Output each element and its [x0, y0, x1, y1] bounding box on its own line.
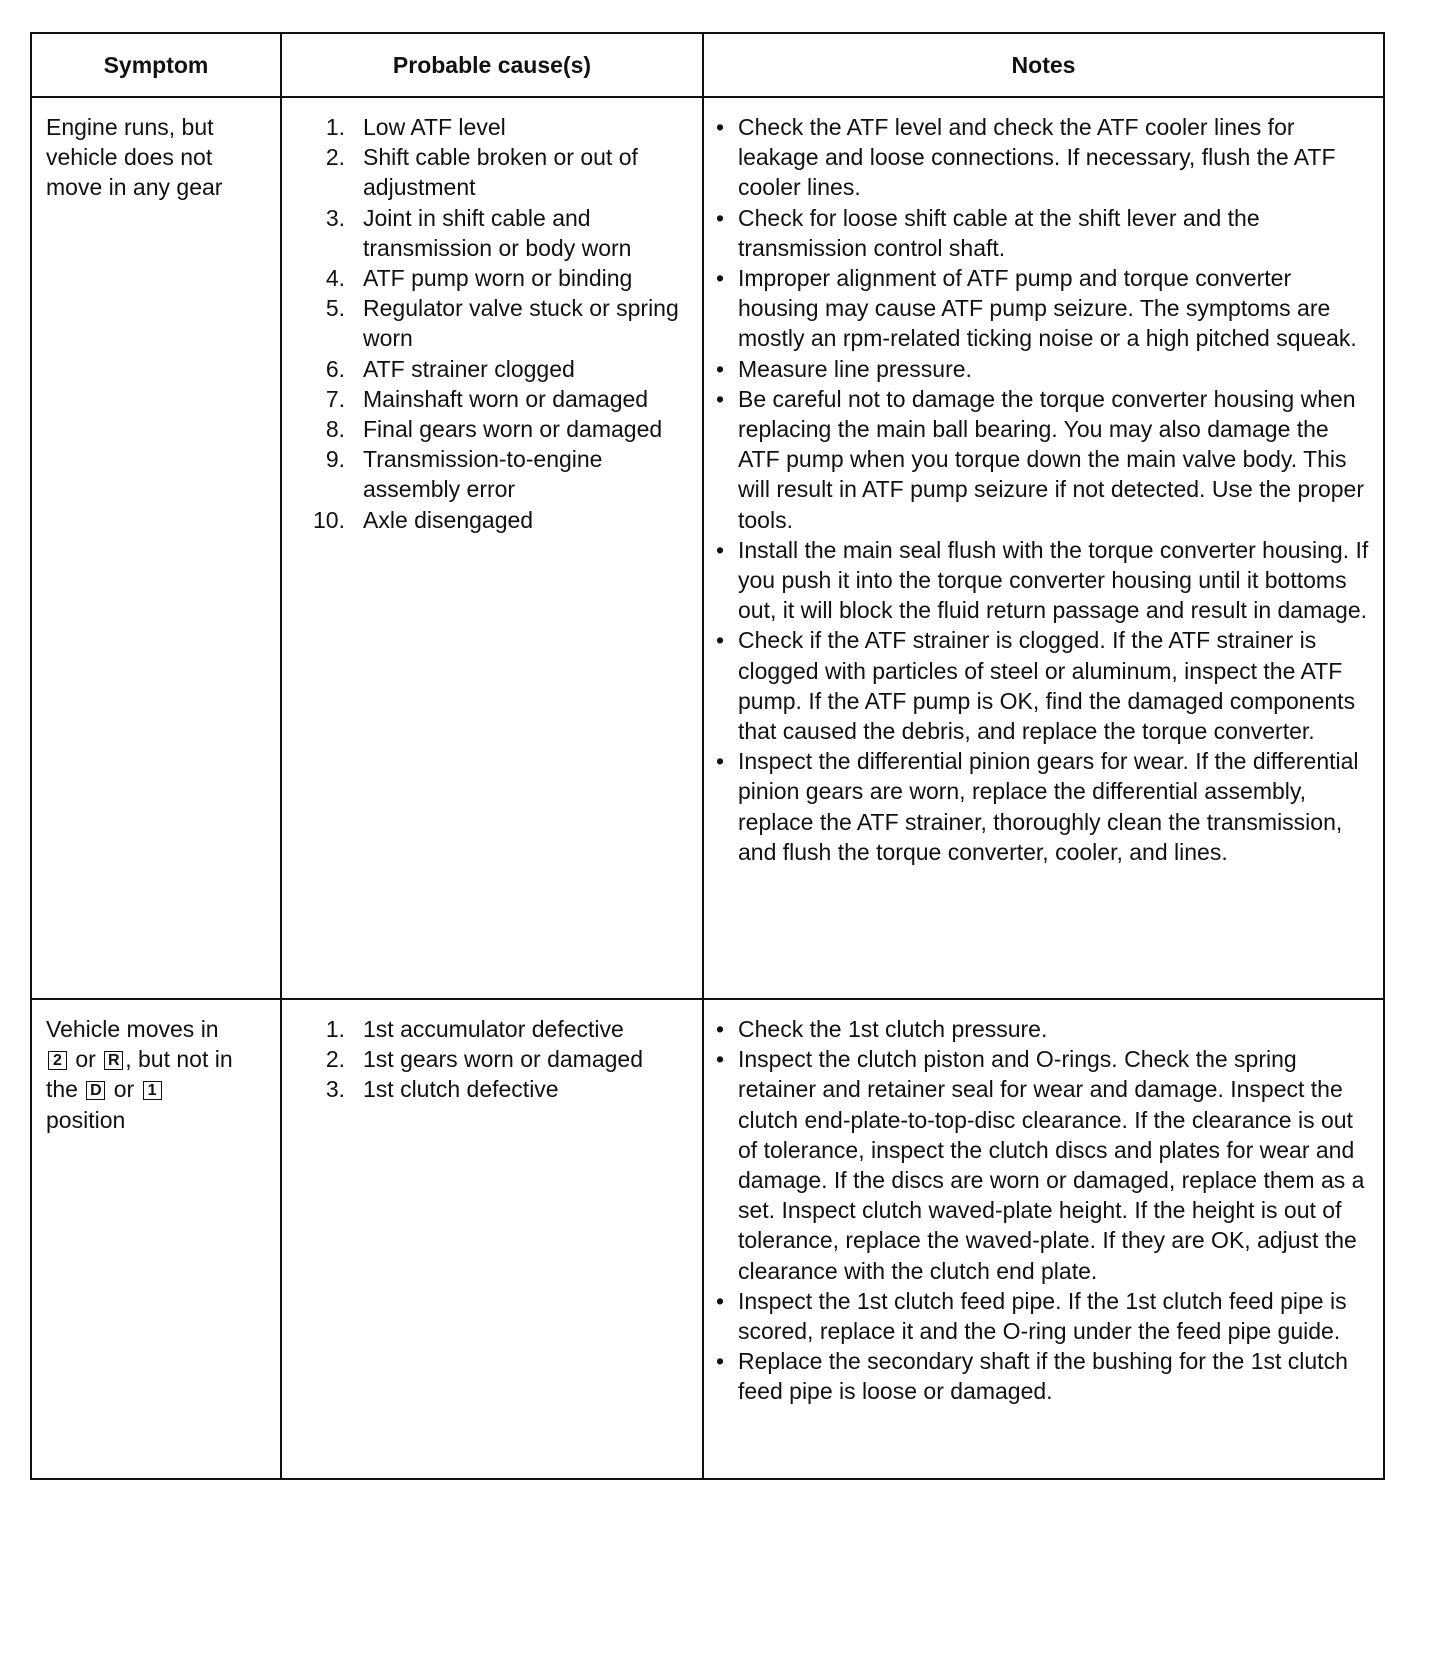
bullet-icon: •: [716, 1016, 725, 1042]
header-notes: Notes: [703, 33, 1384, 97]
bullet-icon: •: [716, 536, 725, 563]
notes-list: [704, 1000, 1383, 1421]
list-item: • Inspect the 1st clutch feed pipe. If the 1st clutch feed pipe is scored, replace it and the O-ring under the feed pipe guide.: [716, 1286, 1375, 1346]
list-item: 6. ATF strainer clogged: [325, 355, 575, 382]
bullet-icon: •: [716, 748, 725, 775]
gear-2-box: 2: [48, 1051, 67, 1070]
notes-cell: [703, 999, 1384, 1479]
troubleshooting-table: [30, 32, 1385, 1480]
symptom-text: Vehicle moves in 2 or R , but not in the D or 1 position: [46, 1016, 233, 1133]
list-item: • Measure line pressure.: [716, 354, 1375, 384]
bullet-icon: •: [716, 1046, 725, 1073]
list-item: 7. Mainshaft worn or damaged: [325, 385, 649, 412]
bullet-icon: •: [716, 114, 725, 140]
list-item: 10. Axle disengaged: [313, 506, 534, 533]
list-item: 1. Low ATF level: [325, 114, 506, 140]
list-item: 2. 1st gears worn or damaged: [325, 1046, 643, 1073]
list-item: • Install the main seal flush with the torque converter housing. If you push it into the torque converter housing until it bottoms out, it will block the fluid return passage and result in damage.: [716, 535, 1375, 626]
list-item: 4. ATF pump worn or binding: [325, 265, 633, 292]
gear-1-box: 1: [143, 1081, 162, 1100]
symptom-cell: [31, 97, 281, 999]
gear-r-box: R: [104, 1051, 123, 1070]
list-item: • Check the ATF level and check the ATF cooler lines for leakage and loose connections. If necessary, flush the ATF cooler lines.: [716, 112, 1375, 203]
list-item: • Check if the ATF strainer is clogged. If the ATF strainer is clogged with particles of steel or aluminum, inspect the ATF pump. If the ATF pump is OK, find the damaged components that caused the debris, and replace the torque converter.: [716, 625, 1375, 746]
bullet-icon: •: [716, 1348, 725, 1375]
header-symptom: Symptom: [31, 33, 281, 97]
list-item: 9. Transmission-to-engine assembly error: [325, 446, 603, 503]
causes-list: [282, 1000, 702, 1105]
header-probable-causes: Probable cause(s): [281, 33, 703, 97]
bullet-icon: •: [716, 385, 725, 412]
table-row: [31, 97, 1384, 999]
list-item: • Check the 1st clutch pressure.: [716, 1014, 1375, 1044]
bullet-icon: •: [716, 355, 725, 382]
table-header-row: [31, 33, 1384, 97]
bullet-icon: •: [716, 265, 725, 292]
causes-cell: [281, 97, 703, 999]
symptom-cell: [31, 999, 281, 1479]
causes-list: [282, 98, 702, 535]
list-item: 3. Joint in shift cable and transmission or body worn: [325, 204, 632, 261]
list-item: 3. 1st clutch defective: [325, 1076, 559, 1103]
bullet-icon: •: [716, 1287, 725, 1314]
list-item: • Check for loose shift cable at the shift lever and the transmission control shaft.: [716, 203, 1375, 263]
list-item: • Improper alignment of ATF pump and torque converter housing may cause ATF pump seizure. The symptoms are mostly an rpm-related ticking noise or a high pitched squeak.: [716, 263, 1375, 354]
list-item: 1. 1st accumulator defective: [325, 1016, 624, 1042]
notes-list: [704, 98, 1383, 881]
list-item: • Inspect the differential pinion gears for wear. If the differential pinion gears are worn, replace the differential assembly, replace the ATF strainer, thoroughly clean the transmission, and flush the torque converter, cooler, and lines.: [716, 746, 1375, 867]
bullet-icon: •: [716, 627, 725, 654]
gear-d-box: D: [86, 1081, 105, 1100]
list-item: • Replace the secondary shaft if the bushing for the 1st clutch feed pipe is loose or damaged.: [716, 1346, 1375, 1406]
list-item: • Be careful not to damage the torque converter housing when replacing the main ball bearing. You may also damage the ATF pump when you torque down the main valve body. This will result in ATF pump seizure if not detected. Use the proper tools.: [716, 384, 1375, 535]
causes-cell: [281, 999, 703, 1479]
bullet-icon: •: [716, 204, 725, 231]
list-item: • Inspect the clutch piston and O-rings. Check the spring retainer and retainer seal for wear and damage. Inspect the clutch end-plate-to-top-disc clearance. If the clearance is out of tolerance, inspect the clutch discs and plates for wear and damage. If the discs are worn or damaged, replace them as a set. Inspect clutch waved-plate height. If the height is out of tolerance, replace the waved-plate. If they are OK, adjust the clearance with the clutch end plate.: [716, 1044, 1375, 1286]
notes-cell: [703, 97, 1384, 999]
list-item: 2. Shift cable broken or out of adjustment: [325, 144, 638, 201]
list-item: 5. Regulator valve stuck or spring worn: [325, 295, 679, 352]
list-item: 8. Final gears worn or damaged: [325, 416, 663, 443]
table-row: [31, 999, 1384, 1479]
symptom-text: Engine runs, but vehicle does not move in any gear: [46, 114, 223, 201]
